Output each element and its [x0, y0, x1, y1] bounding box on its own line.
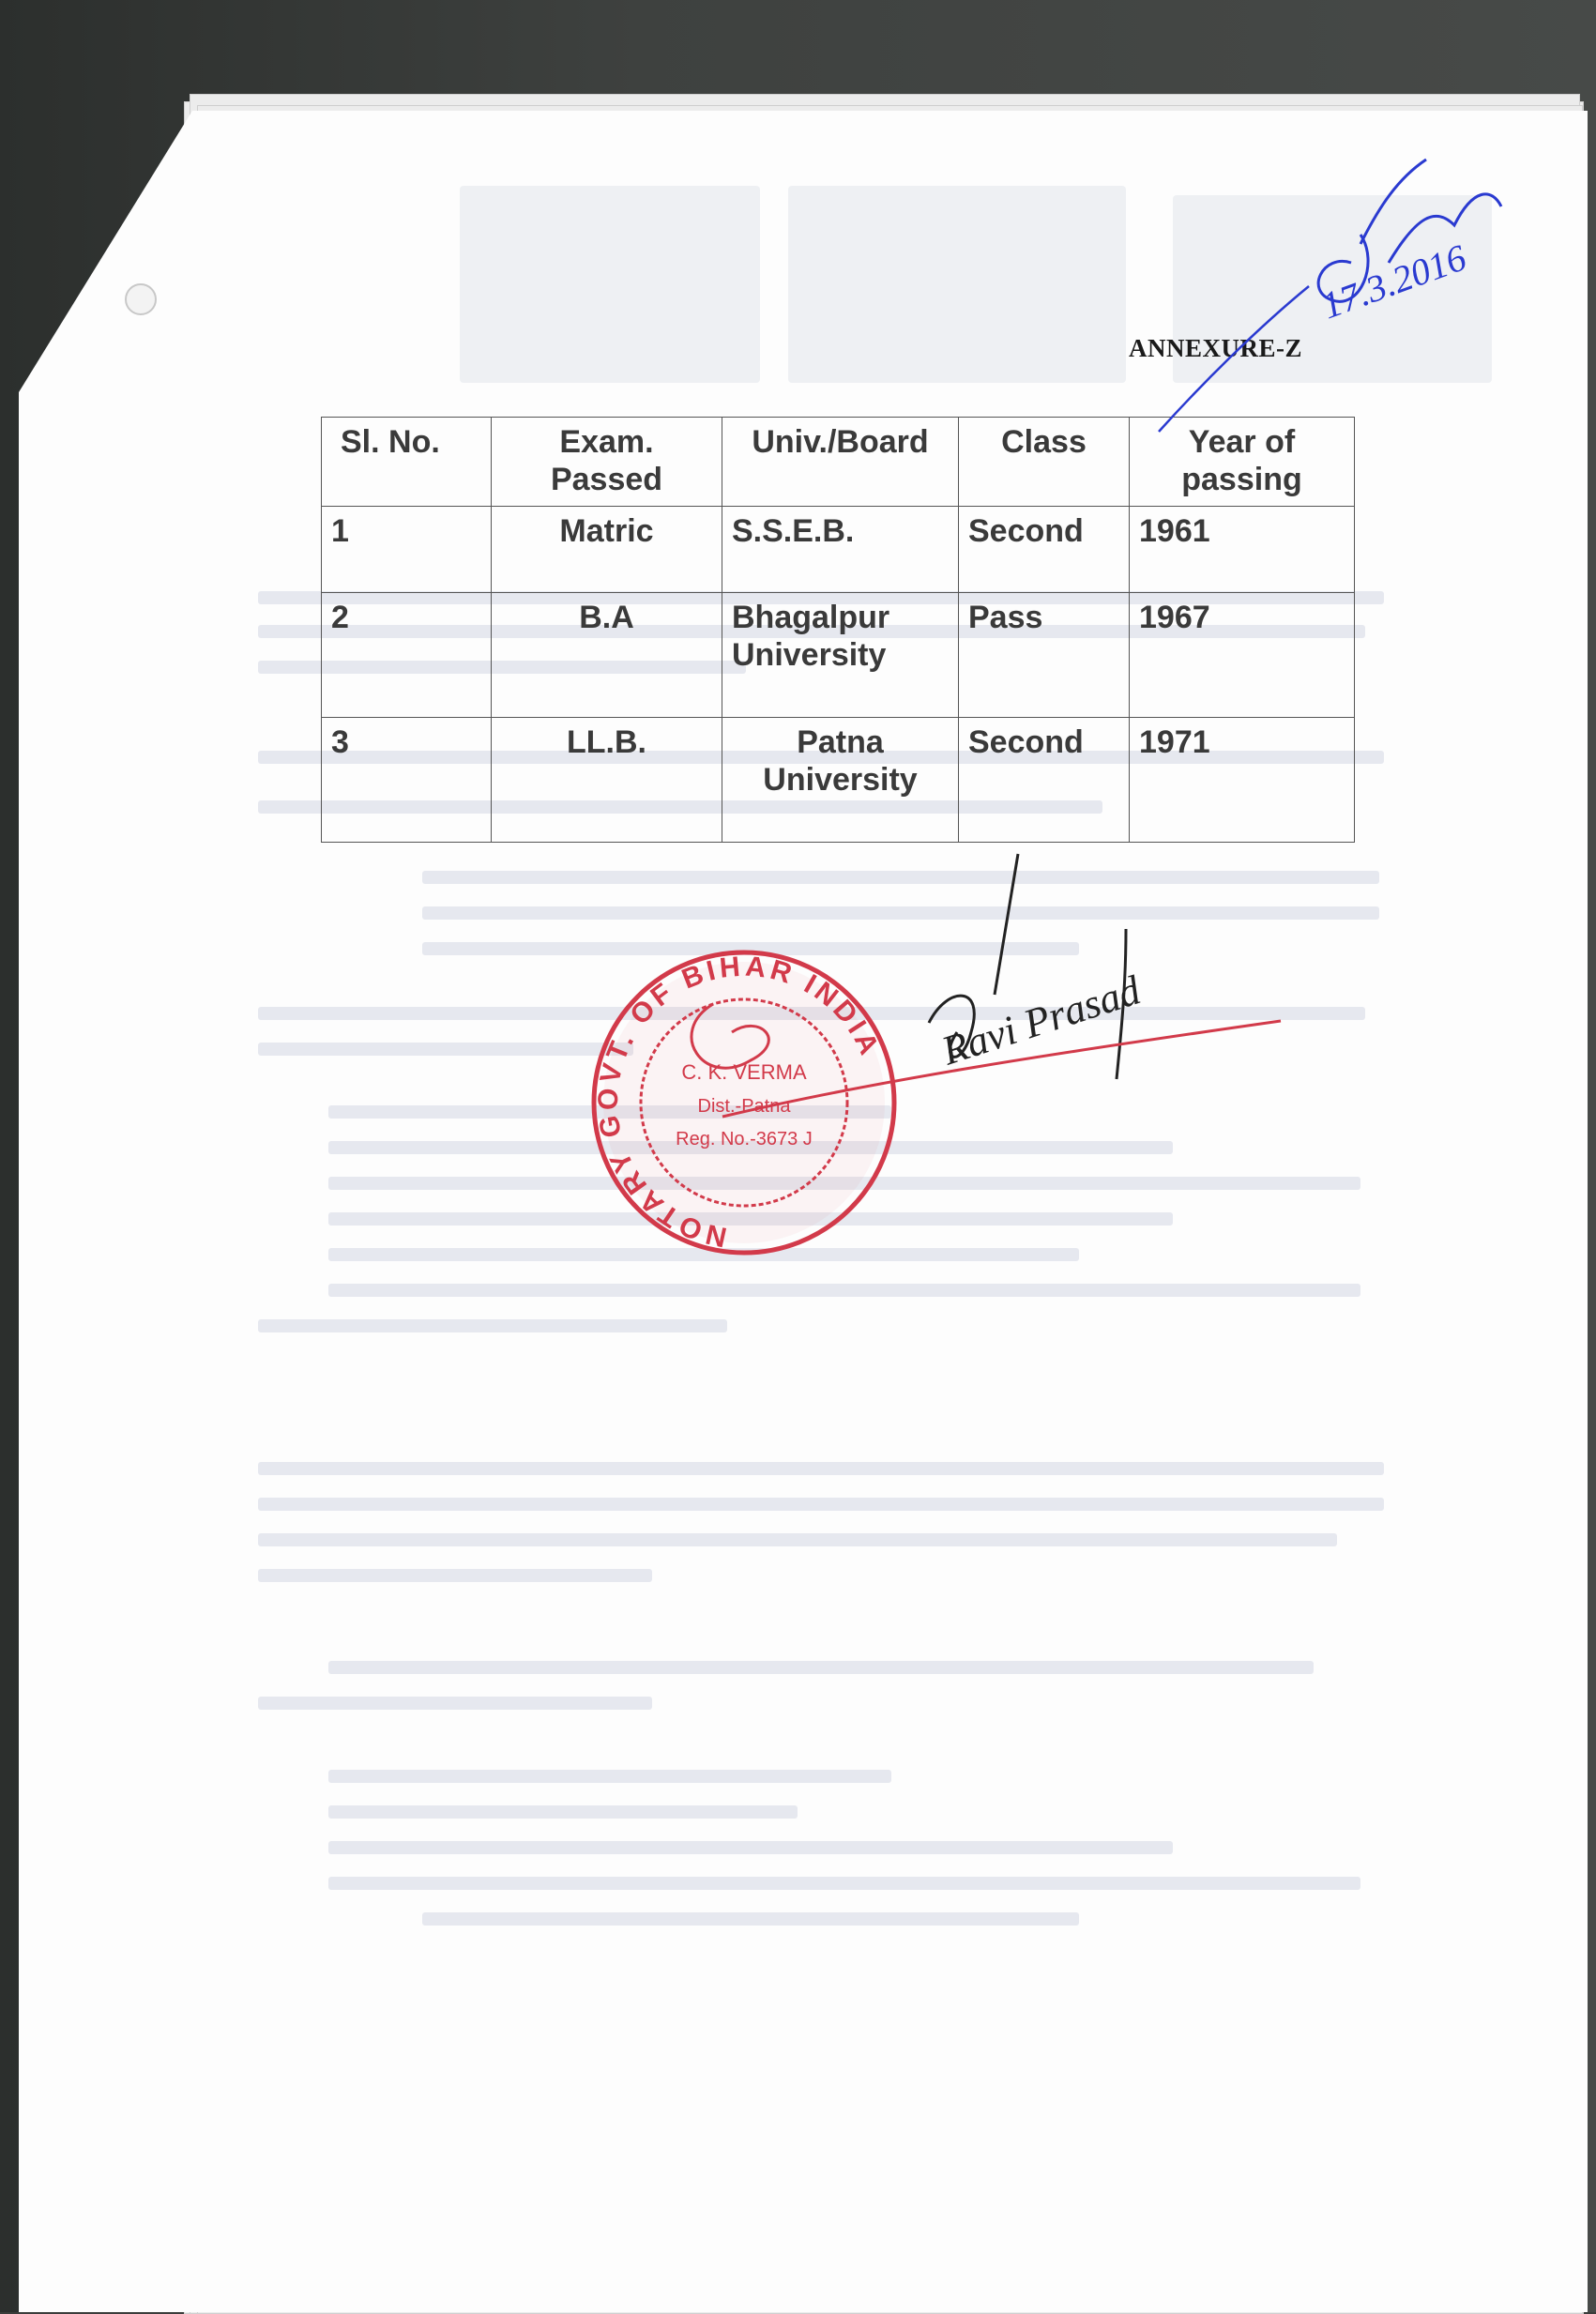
cell-year: 1961: [1130, 506, 1355, 592]
deponent-signature: [647, 845, 1304, 1182]
bleed-through-photo: [460, 186, 760, 383]
cell-sl-no: 3: [322, 717, 492, 842]
cell-univ: S.S.E.B.: [722, 506, 959, 592]
bleed-through-photo: [788, 186, 1126, 383]
initials-date: 17.3.2016: [1315, 236, 1472, 327]
header-univ: Univ./Board: [722, 418, 959, 507]
cell-univ: Patna University: [722, 717, 959, 842]
bleed-through-line: [328, 1284, 1360, 1297]
seal-district: Dist.-Patna: [697, 1096, 791, 1117]
bleed-through-line: [258, 1043, 633, 1056]
cell-class: Pass: [959, 593, 1130, 718]
bleed-through-line: [258, 1462, 1384, 1475]
table-row: [322, 593, 1355, 718]
bleed-through-line: [328, 1877, 1360, 1890]
bleed-through-line: [422, 1912, 1079, 1926]
bleed-through-line: [258, 1498, 1384, 1511]
signature-text: Ravi Prasad: [935, 967, 1147, 1074]
header-class: Class: [959, 418, 1130, 507]
cell-exam: B.A: [492, 593, 722, 718]
table-row: [322, 506, 1355, 592]
header-sl-no: Sl. No.: [322, 418, 492, 507]
bleed-through-line: [328, 1770, 891, 1783]
punch-hole: [125, 283, 157, 315]
seal-name: C. K. VERMA: [681, 1060, 807, 1084]
annexure-title: ANNEXURE-Z: [1129, 334, 1303, 362]
bleed-through-line: [328, 1841, 1173, 1854]
cell-year: 1971: [1130, 717, 1355, 842]
cell-class: Second: [959, 506, 1130, 592]
table-row: [322, 717, 1355, 842]
bleed-through-line: [328, 1661, 1314, 1674]
bleed-through-line: [258, 1533, 1337, 1546]
cell-univ: Bhagalpur University: [722, 593, 959, 718]
header-year: Year of passing: [1130, 418, 1355, 507]
cell-class: Second: [959, 717, 1130, 842]
seal-registration: Reg. No.-3673 J: [676, 1129, 813, 1149]
cell-exam: LL.B.: [492, 717, 722, 842]
bleed-through-line: [328, 1805, 798, 1819]
bleed-through-line: [258, 1697, 652, 1710]
cell-exam: Matric: [492, 506, 722, 592]
cell-year: 1967: [1130, 593, 1355, 718]
initials-signature: [1145, 150, 1558, 450]
seal-outer-text: NOTARY GOVT. OF BIHAR INDIA: [592, 951, 887, 1253]
cell-sl-no: 1: [322, 506, 492, 592]
cell-sl-no: 2: [322, 593, 492, 718]
bleed-through-line: [258, 1319, 727, 1332]
bleed-through-line: [258, 1569, 652, 1582]
header-exam: Exam. Passed: [492, 418, 722, 507]
education-table: [321, 417, 1355, 843]
